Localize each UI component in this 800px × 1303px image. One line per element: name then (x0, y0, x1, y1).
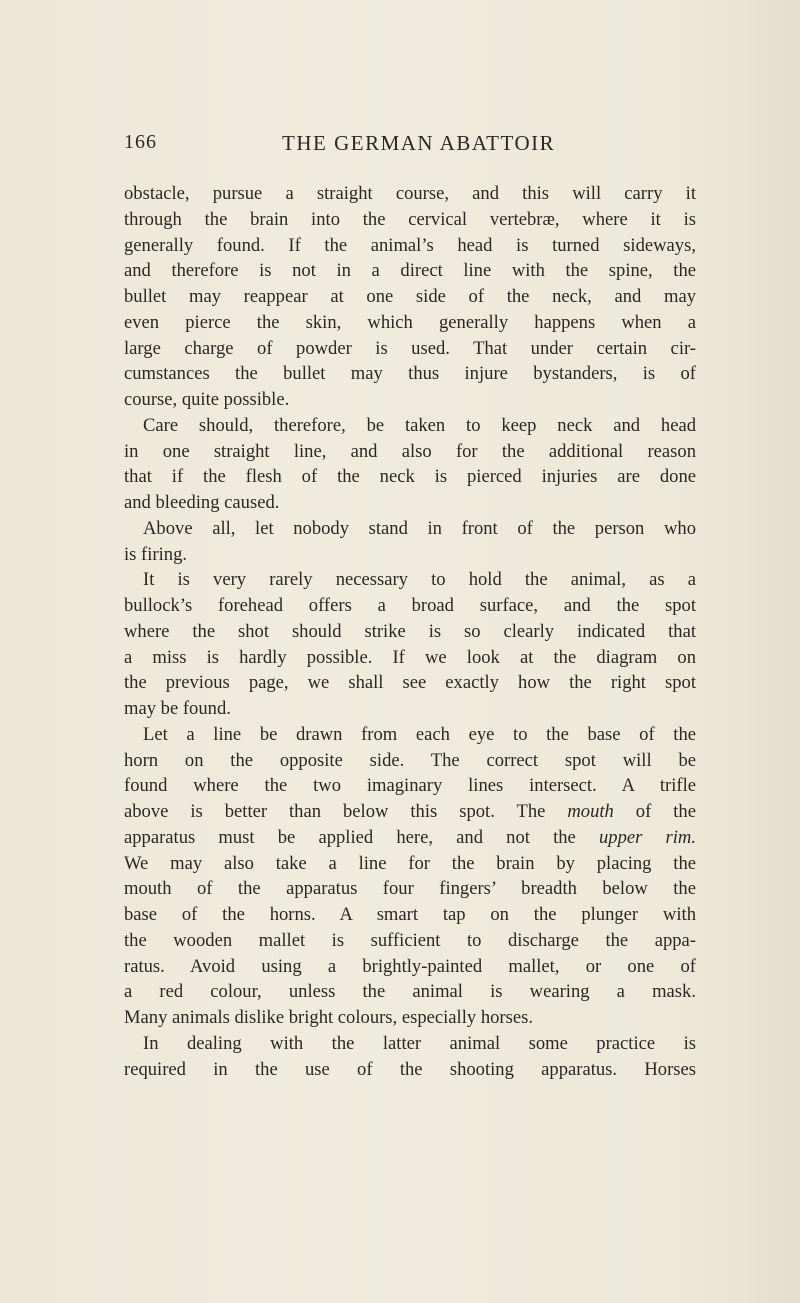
text-line: apparatus must be applied here, and not the upper rim. (124, 826, 696, 848)
running-head: THE GERMAN ABATTOIR (282, 131, 556, 155)
text-line: may be found. (124, 698, 231, 719)
text-line: the wooden mallet is sufficient to discharge the appa- (124, 929, 696, 951)
text-line: cumstances the bullet may thus injure bystanders, is of (124, 363, 696, 385)
text-line: We may also take a line for the brain by placing the (124, 852, 696, 874)
page-number: 166 (124, 131, 157, 153)
text-line: a red colour, unless the animal is wearing a mask. (124, 981, 696, 1003)
body-text (124, 181, 696, 1082)
text-line: required in the use of the shooting apparatus. Horses (124, 1058, 696, 1080)
text-line: through the brain into the cervical vertebræ, where it is (124, 208, 696, 230)
text-line: In dealing with the latter animal some practice is (143, 1032, 696, 1054)
text-line: bullock’s forehead offers a broad surface, and the spot (124, 595, 696, 616)
text-line: Let a line be drawn from each eye to the base of the (143, 723, 696, 745)
text-line: in one straight line, and also for the additional reason (124, 440, 696, 462)
text-line: above is better than below this spot. The mouth of the (124, 801, 696, 822)
text-line: Many animals dislike bright colours, especially horses. (124, 1007, 533, 1028)
text-line: generally found. If the animal’s head is turned sideways, (124, 234, 696, 256)
page-header (0, 131, 800, 161)
text-line: is firing. (124, 543, 188, 565)
text-line: that if the flesh of the neck is pierced injuries are done (124, 466, 696, 488)
text-line: and therefore is not in a direct line with the spine, the (124, 260, 696, 282)
text-line: bullet may reappear at one side of the neck, and may (124, 286, 696, 307)
text-line: and bleeding caused. (124, 492, 280, 513)
text-line: base of the horns. A smart tap on the plunger with (124, 904, 696, 925)
text-line: found where the two imaginary lines intersect. A trifle (124, 775, 696, 797)
text-line: ratus. Avoid using a brightly-painted mallet, or one of (124, 955, 696, 977)
text-line: Care should, therefore, be taken to keep neck and head (143, 414, 696, 436)
text-line: even pierce the skin, which generally happens when a (124, 311, 696, 333)
text-line: where the shot should strike is so clearly indicated that (124, 620, 696, 642)
text-line: It is very rarely necessary to hold the animal, as a (143, 569, 696, 591)
text-line: large charge of powder is used. That under certain cir- (124, 337, 696, 359)
text-line: Above all, let nobody stand in front of the person who (143, 517, 696, 539)
text-line: the previous page, we shall see exactly how the right spot (124, 672, 696, 694)
text-line: a miss is hardly possible. If we look at the diagram on (124, 646, 696, 668)
text-line: course, quite possible. (124, 389, 290, 410)
text-line: mouth of the apparatus four fingers’ breadth below the (124, 878, 696, 900)
text-line: obstacle, pursue a straight course, and this will carry it (124, 183, 696, 204)
text-line: horn on the opposite side. The correct spot will be (124, 749, 696, 771)
